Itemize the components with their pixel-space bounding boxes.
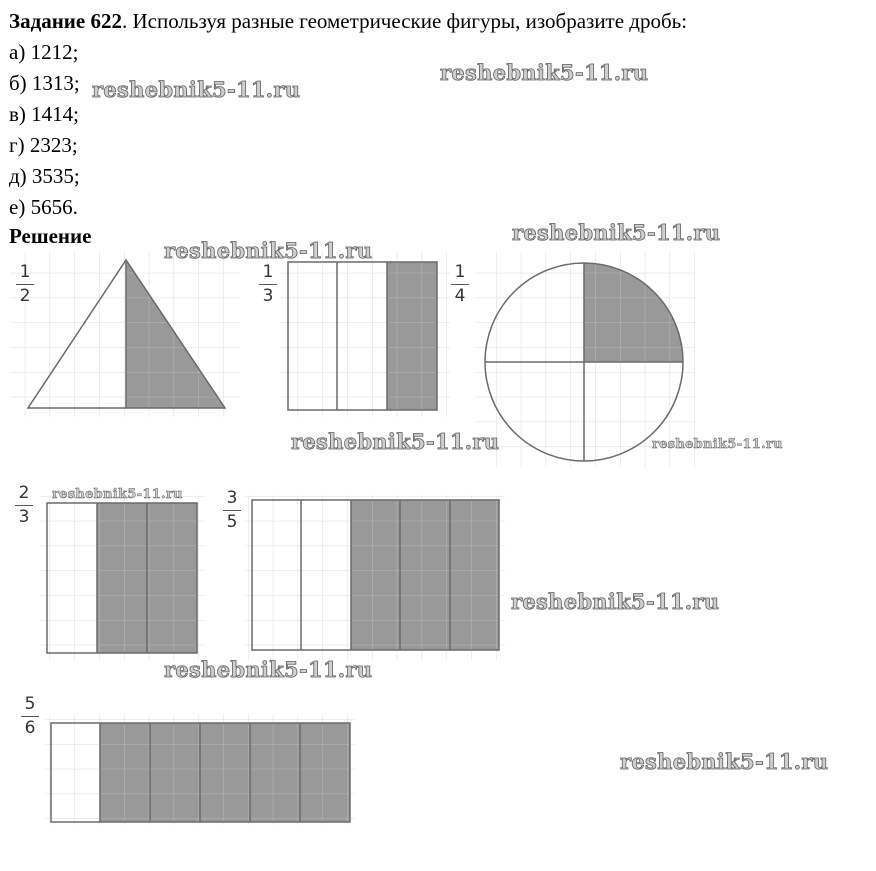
watermark: reshebnik5-11.ru (291, 429, 500, 454)
fraction-label-1-3 (258, 263, 278, 306)
fraction-numerator: 1 (262, 262, 274, 282)
fraction-bar (15, 505, 33, 506)
fraction-denominator: 5 (226, 512, 238, 532)
rectangle-fifths-shaded (351, 500, 499, 650)
fraction-numerator: 3 (226, 488, 238, 508)
fraction-denominator: 6 (24, 718, 36, 738)
fraction-denominator: 3 (18, 507, 30, 527)
fraction-label-5-6 (20, 695, 40, 738)
task-item-v: в) 1414; (9, 102, 79, 126)
fraction-bar (259, 284, 277, 285)
fraction-label-1-2 (15, 263, 35, 306)
watermark: reshebnik5-11.ru (52, 487, 183, 502)
fraction-label-1-4 (450, 263, 470, 306)
fraction-bar (451, 284, 469, 285)
fraction-label-2-3 (14, 484, 34, 527)
task-text: . Используя разные геометрические фигуры, изобразите дробь: (121, 9, 688, 33)
fraction-numerator: 2 (18, 483, 30, 503)
watermark: reshebnik5-11.ru (92, 77, 301, 102)
task-item-g: г) 2323; (9, 133, 78, 157)
fraction-denominator: 4 (454, 286, 466, 306)
fraction-bar (223, 510, 241, 511)
watermark: reshebnik5-11.ru (164, 657, 373, 682)
fraction-bar (16, 284, 34, 285)
task-item-d: д) 3535; (9, 164, 80, 188)
task-item-a: а) 1212; (9, 40, 79, 64)
rectangle-sixths-shaded (100, 723, 350, 822)
watermark: reshebnik5-11.ru (512, 220, 721, 245)
task-item-b: б) 1313; (9, 71, 80, 95)
watermark: reshebnik5-11.ru (620, 749, 829, 774)
fraction-denominator: 2 (19, 286, 31, 306)
fraction-denominator: 3 (262, 286, 274, 306)
solution-heading: Решение (9, 224, 92, 248)
watermark: reshebnik5-11.ru (511, 589, 720, 614)
watermark: reshebnik5-11.ru (652, 437, 783, 452)
task-number: Задание 622 (9, 9, 122, 33)
watermark: reshebnik5-11.ru (440, 60, 649, 85)
watermark: reshebnik5-11.ru (164, 238, 373, 263)
fraction-label-3-5 (222, 489, 242, 532)
fraction-bar (21, 716, 39, 717)
fraction-numerator: 1 (19, 262, 31, 282)
task-item-e: е) 5656. (9, 195, 78, 219)
rectangle-thirds-shaded (387, 262, 437, 410)
fraction-numerator: 1 (454, 262, 466, 282)
fraction-numerator: 5 (24, 694, 36, 714)
